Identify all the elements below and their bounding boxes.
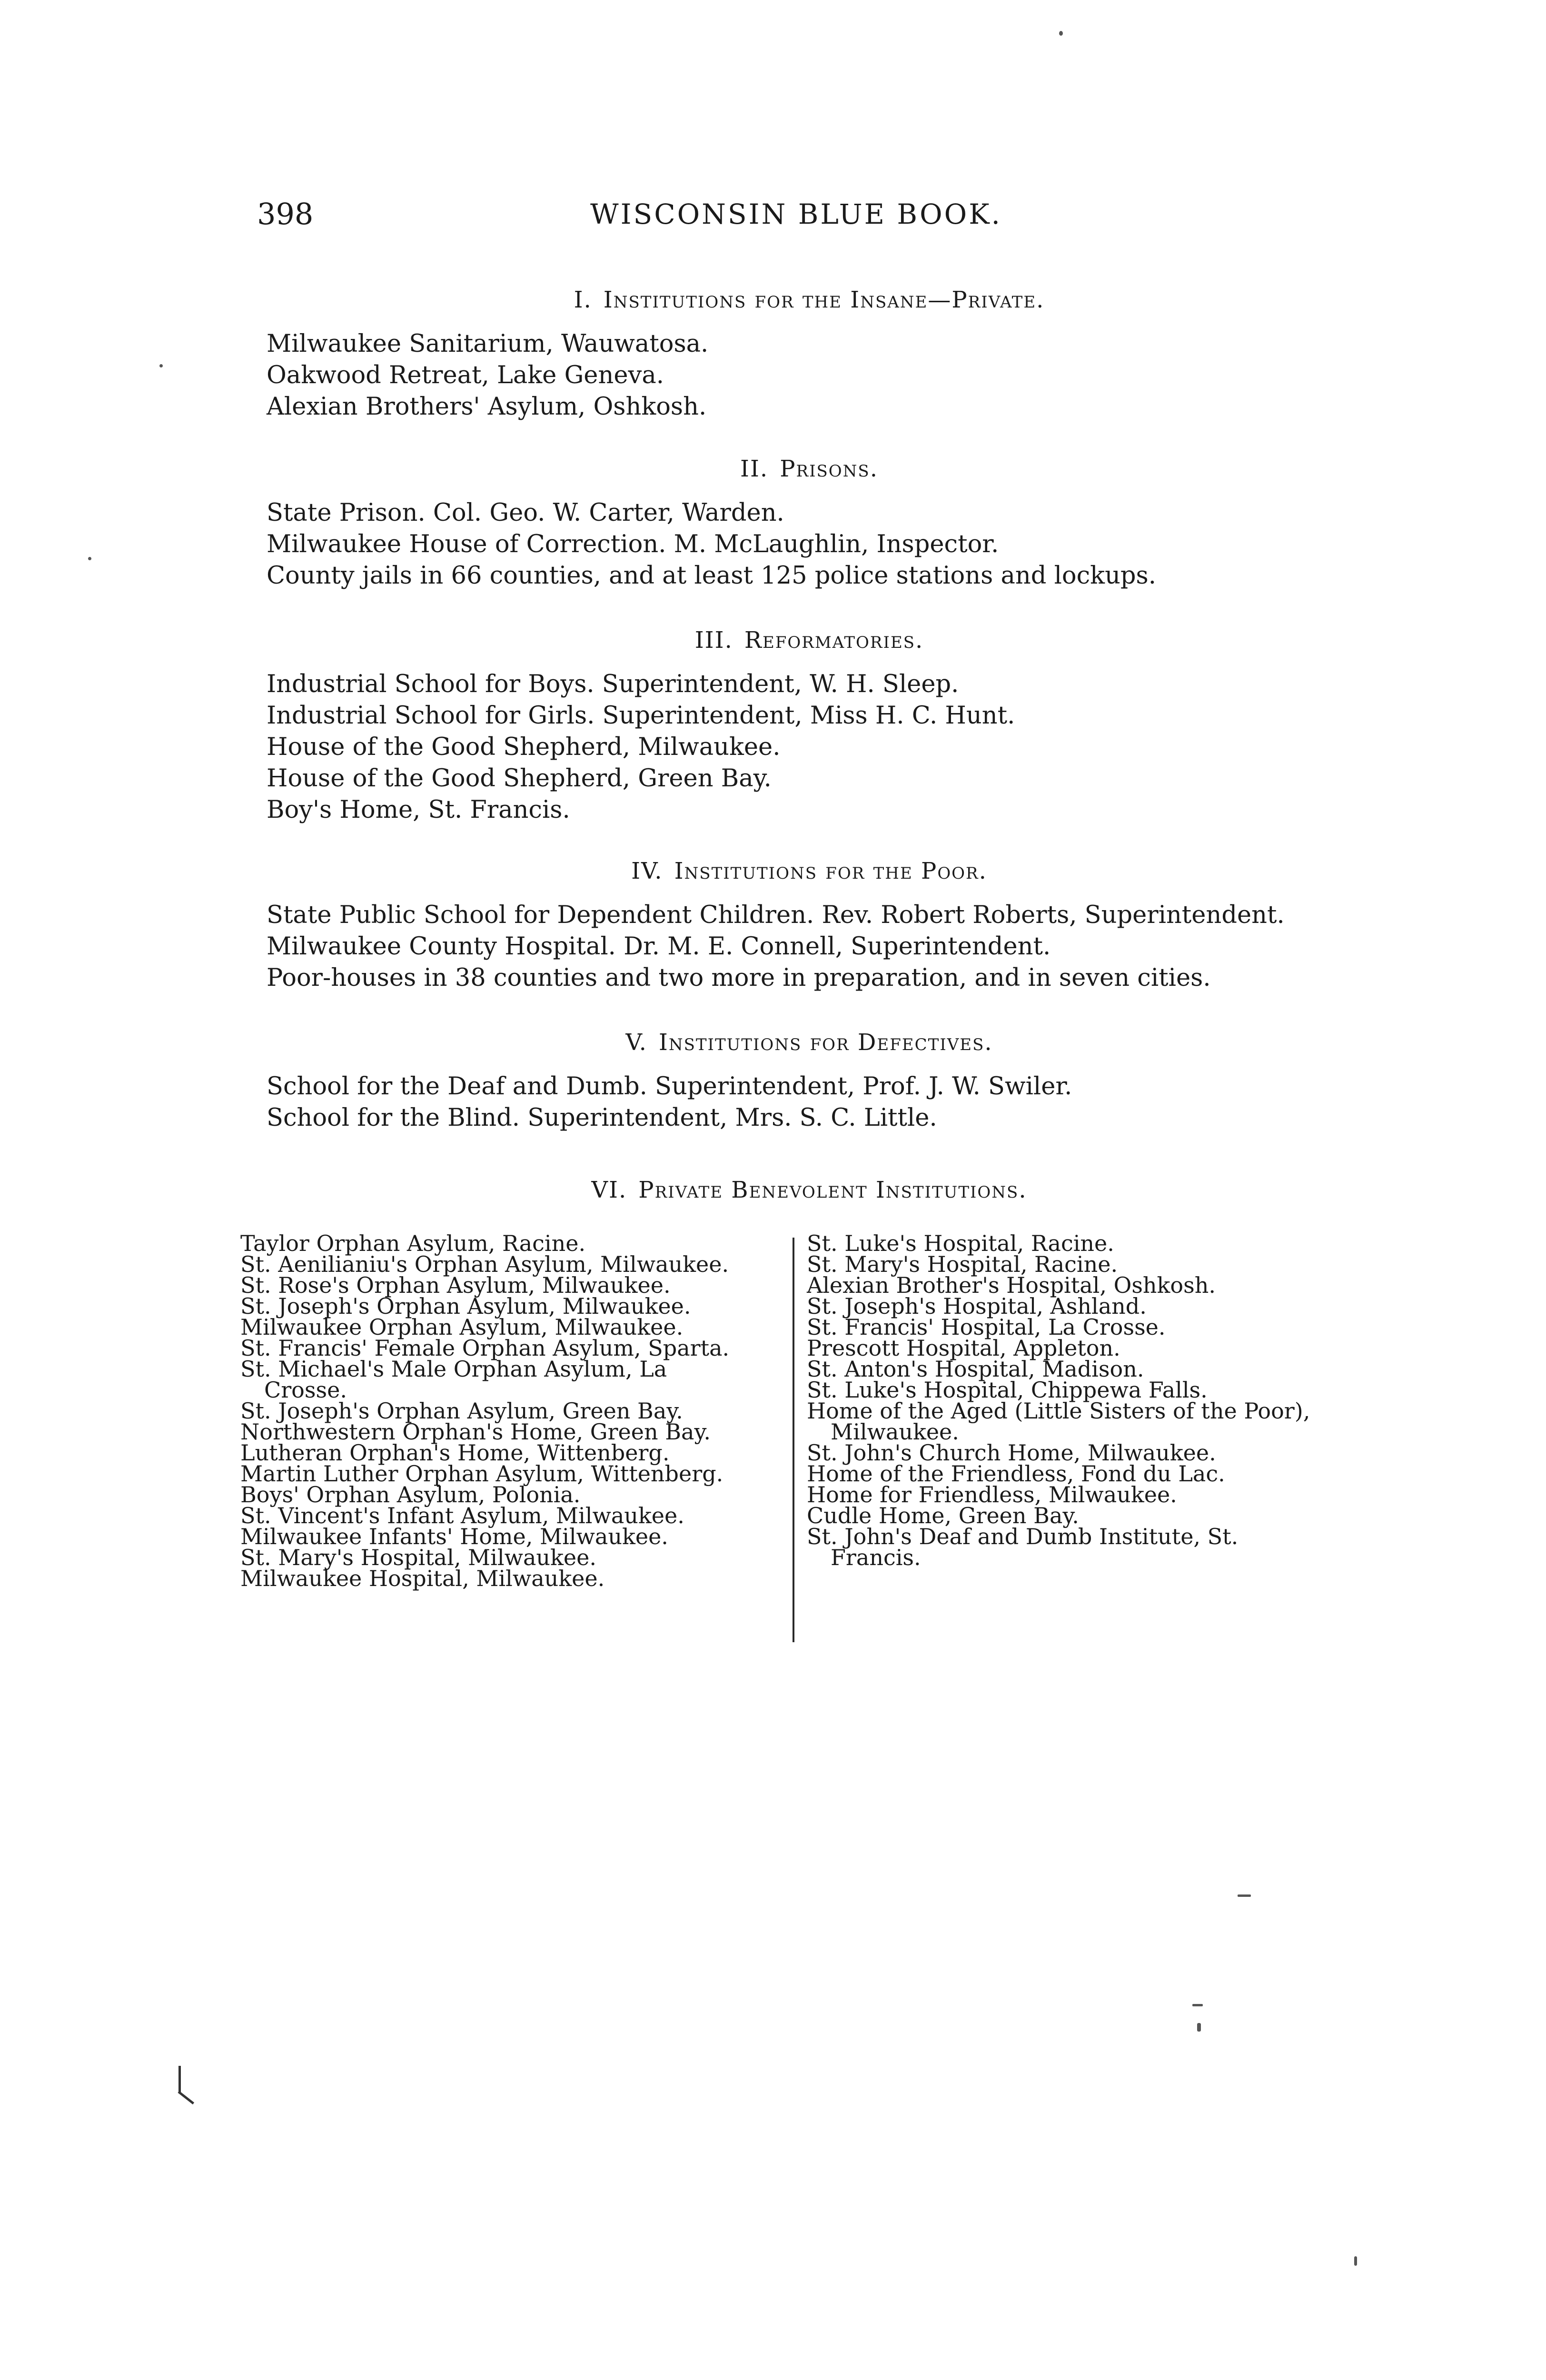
scan-speck: [1238, 1894, 1251, 1897]
list-item: Industrial School for Girls. Superintendent, Miss H. C. Hunt.: [267, 702, 1015, 730]
list-item: [807, 1526, 1364, 1568]
list-item: St. Joseph's Orphan Asylum, Milwaukee.: [240, 1293, 691, 1319]
section-poor: [267, 857, 1352, 994]
list-item: Cudle Home, Green Bay.: [807, 1503, 1079, 1528]
page-header: [257, 195, 1066, 238]
list-item: Home for Friendless, Milwaukee.: [807, 1482, 1177, 1507]
list-item-text: St. John's Deaf and Dumb Institute, St.: [807, 1524, 1239, 1549]
list-item: Alexian Brother's Hospital, Oshkosh.: [807, 1272, 1216, 1298]
list-item: St. Mary's Hospital, Racine.: [807, 1251, 1118, 1277]
section-heading: [267, 286, 1352, 314]
list-item: Home of the Friendless, Fond du Lac.: [807, 1461, 1225, 1487]
scan-speck: [1354, 2256, 1357, 2266]
page-number: 398: [257, 197, 314, 231]
list-item: St. Luke's Hospital, Chippewa Falls.: [807, 1377, 1208, 1403]
section-title: Institutions for the Poor.: [674, 858, 987, 884]
list-item: County jails in 66 counties, and at least 125 police stations and lockups.: [267, 562, 1156, 590]
section-heading: [267, 626, 1352, 654]
list-item: Taylor Orphan Asylum, Racine.: [240, 1230, 586, 1256]
list-item: St. Rose's Orphan Asylum, Milwaukee.: [240, 1272, 671, 1298]
section-numeral: IV.: [631, 858, 663, 884]
list-item: [807, 1398, 1364, 1445]
list-item-continuation: Milwaukee.: [831, 1419, 959, 1445]
column-divider: [793, 1238, 794, 1642]
section-title: Prisons.: [780, 456, 878, 482]
section-title: Private Benevolent Institutions.: [638, 1177, 1027, 1203]
scan-mark: [178, 2091, 194, 2105]
right-column: [807, 1230, 1364, 1570]
list-item: St. John's Church Home, Milwaukee.: [807, 1440, 1216, 1466]
list-item: House of the Good Shepherd, Green Bay.: [267, 764, 772, 793]
section-reformatories: [267, 626, 1352, 826]
section-title: Institutions for Defectives.: [658, 1029, 993, 1056]
left-column: [240, 1230, 783, 1591]
list-item: St. Mary's Hospital, Milwaukee.: [240, 1545, 596, 1570]
list-item: St. Vincent's Infant Asylum, Milwaukee.: [240, 1503, 684, 1528]
running-title: WISCONSIN BLUE BOOK.: [590, 198, 1002, 230]
list-item: St. Anton's Hospital, Madison.: [807, 1356, 1144, 1382]
list-item: Northwestern Orphan's Home, Green Bay.: [240, 1419, 711, 1445]
scan-mark: [178, 2066, 181, 2092]
list-item: Oakwood Retreat, Lake Geneva.: [267, 361, 664, 389]
section-private-benevolent: [267, 1176, 1352, 1219]
section-numeral: III.: [694, 627, 733, 654]
list-item-continuation: Crosse.: [264, 1377, 347, 1403]
list-item: St. Joseph's Hospital, Ashland.: [807, 1293, 1147, 1319]
section-numeral: I.: [574, 287, 592, 313]
list-item: St. Joseph's Orphan Asylum, Green Bay.: [240, 1398, 683, 1424]
list-item: Boys' Orphan Asylum, Polonia.: [240, 1482, 581, 1507]
section-heading: [267, 455, 1352, 483]
section-numeral: VI.: [591, 1177, 627, 1203]
list-item: St. Francis' Hospital, La Crosse.: [807, 1314, 1166, 1340]
list-item: Boy's Home, St. Francis.: [267, 796, 570, 824]
list-item: Lutheran Orphan's Home, Wittenberg.: [240, 1440, 670, 1466]
list-item: Milwaukee County Hospital. Dr. M. E. Connell, Superintendent.: [267, 932, 1051, 961]
scan-speck: [88, 557, 91, 560]
section-defectives: [267, 1028, 1352, 1134]
section-title: Reformatories.: [744, 627, 924, 654]
scan-speck: [1192, 2004, 1203, 2006]
section-prisons: [267, 455, 1352, 592]
list-item: Milwaukee Orphan Asylum, Milwaukee.: [240, 1314, 684, 1340]
list-item: St. Aenilianiu's Orphan Asylum, Milwaukee.: [240, 1251, 729, 1277]
list-item: Milwaukee Sanitarium, Wauwatosa.: [267, 330, 709, 358]
list-item: Martin Luther Orphan Asylum, Wittenberg.: [240, 1461, 723, 1487]
list-item: State Prison. Col. Geo. W. Carter, Warden.: [267, 499, 784, 527]
list-item: Prescott Hospital, Appleton.: [807, 1335, 1120, 1361]
list-item: State Public School for Dependent Children. Rev. Robert Roberts, Superintendent.: [267, 901, 1285, 929]
section-heading: [267, 1176, 1352, 1204]
section-heading: [267, 1028, 1352, 1057]
section-title: Institutions for the Insane—Private.: [603, 287, 1045, 313]
list-item: Industrial School for Boys. Superintendent, W. H. Sleep.: [267, 670, 959, 698]
list-item: Milwaukee Infants' Home, Milwaukee.: [240, 1524, 668, 1549]
list-item: School for the Blind. Superintendent, Mrs. S. C. Little.: [267, 1104, 937, 1132]
section-numeral: V.: [625, 1029, 647, 1056]
list-item: St. Francis' Female Orphan Asylum, Sparta.: [240, 1335, 730, 1361]
list-item-text: Home of the Aged (Little Sisters of the Poor),: [807, 1398, 1310, 1424]
section-insane-private: [267, 286, 1352, 423]
list-item: House of the Good Shepherd, Milwaukee.: [267, 733, 781, 761]
list-item: Alexian Brothers' Asylum, Oshkosh.: [267, 393, 707, 421]
list-item-continuation: Francis.: [831, 1545, 921, 1570]
list-item: Milwaukee Hospital, Milwaukee.: [240, 1566, 605, 1591]
list-item-text: St. Michael's Male Orphan Asylum, La: [240, 1356, 667, 1382]
scan-speck: [159, 364, 163, 367]
list-item: Poor-houses in 38 counties and two more in preparation, and in seven cities.: [267, 964, 1211, 992]
scan-speck: [1059, 31, 1063, 36]
section-heading: [267, 857, 1352, 885]
list-item: [240, 1356, 783, 1403]
list-item: St. Luke's Hospital, Racine.: [807, 1230, 1114, 1256]
section-numeral: II.: [740, 456, 769, 482]
list-item: Milwaukee House of Correction. M. McLaughlin, Inspector.: [267, 530, 999, 558]
list-item: School for the Deaf and Dumb. Superintendent, Prof. J. W. Swiler.: [267, 1072, 1072, 1101]
scan-speck: [1197, 2023, 1201, 2032]
